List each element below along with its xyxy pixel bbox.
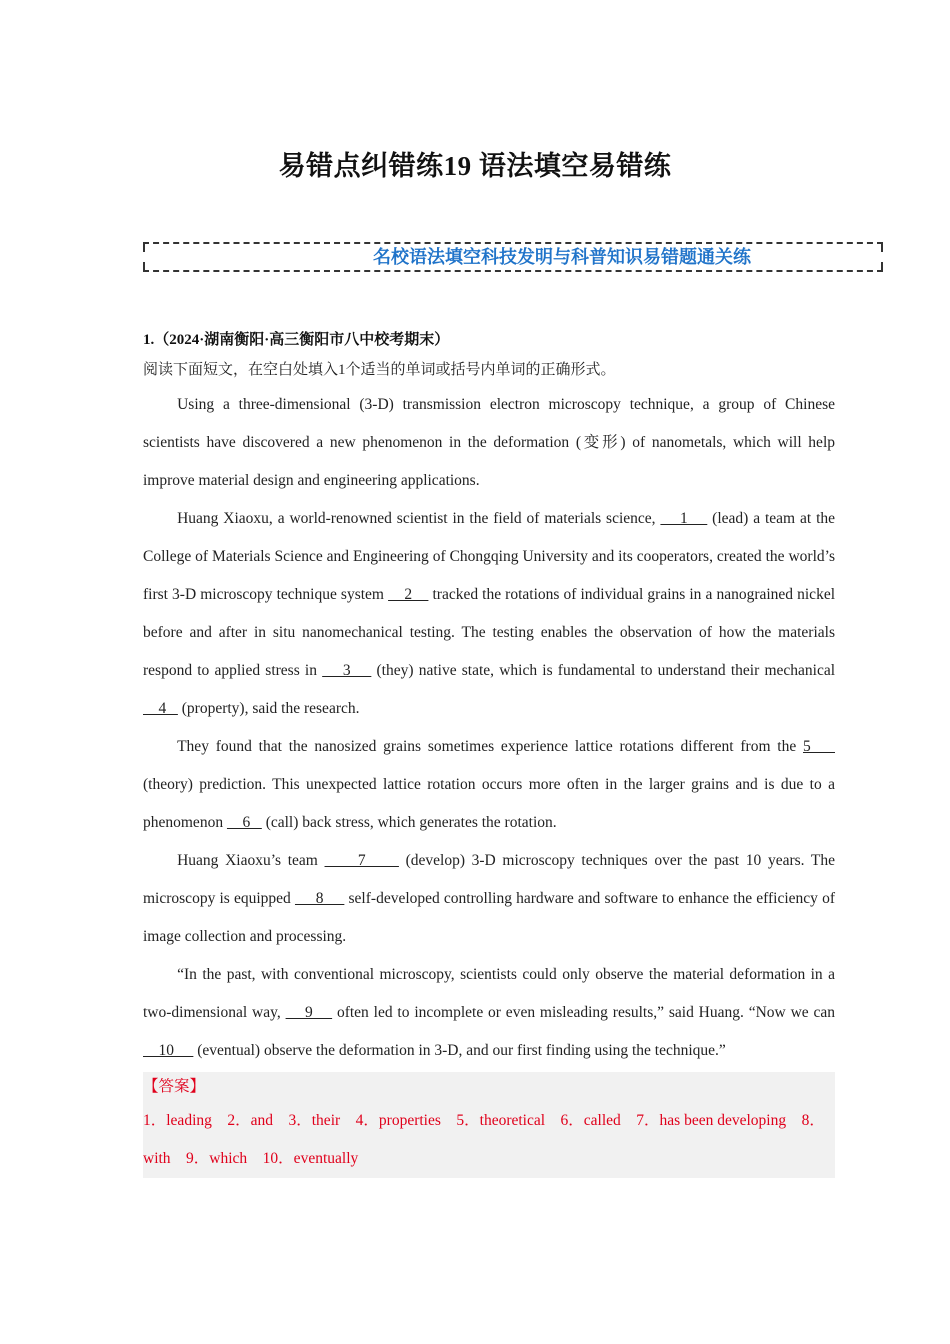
- answer-box: [143, 1072, 835, 1178]
- blank-3: 3: [322, 662, 372, 679]
- blank-1: 1: [660, 510, 708, 527]
- blank-4: 4: [143, 700, 178, 717]
- paragraph-2: Huang Xiaoxu, a world-renowned scientist in the field of materials science, 1 (lead) a team at the College of Materials Science and Engineering of Chongqing University and its cooperators, created the world’s first 3-D microscopy technique system 2 tracked the rotations of individual grains in a nanograined nickel before and after in situ nanomechanical testing. The testing enables the observation of how the materials respond to applied stress in 3 (they) native state, which is fundamental to understand their mechanical 4 (property), said the research.: [143, 510, 836, 717]
- paragraph-4: Huang Xiaoxu’s team 7 (develop) 3-D microscopy techniques over the past 10 years. The microscopy is equipped 8 self-developed controlling hardware and software to enhance the efficiency of image collection and processing.: [143, 852, 836, 945]
- question-instruction: 阅读下面短文，在空白处填入1个适当的单词或括号内单词的正确形式。: [143, 362, 616, 378]
- section-banner: [143, 242, 883, 272]
- blank-8: 8: [294, 890, 345, 907]
- paragraph-3: They found that the nanosized grains sometimes experience lattice rotations different from the 5 (theory) prediction. This unexpected lattice rotation occurs more often in the larger grains and is due to a phenomenon 6 (call) back stress, which generates the rotation.: [143, 738, 835, 831]
- blank-6: 6: [226, 814, 262, 831]
- answer-label: 【答案】: [143, 1078, 206, 1095]
- paragraph-1: Using a three-dimensional (3-D) transmission electron microscopy technique, a group of Chinese scientists have discovered a new phenomenon in the deformation (变形) of nanometals, which will help improve material design and engineering applications.: [143, 396, 835, 489]
- page-title: 易错点纠错练19 语法填空易错练: [278, 151, 672, 181]
- blank-5: 5: [803, 738, 835, 755]
- answer-list: 1．leading 2．and 3．their 4．properties 5．theoretical 6．called 7．has been developing 8．with 9．which 10．eventually: [143, 1112, 825, 1167]
- banner-label: 名校语法填空科技发明与科普知识易错题通关练: [367, 247, 757, 269]
- question-header: 1.（2024·湖南衡阳·高三衡阳市八中校考期末）: [143, 332, 450, 348]
- blank-2: 2: [388, 586, 429, 603]
- paragraph-5: “In the past, with conventional microscopy, scientists could only observe the material deformation in a two-dimensional way, 9 often led to incomplete or even misleading results,” said Huang. “Now we can 10 (eventual) observe the deformation in 3-D, and our first finding using the technique.”: [143, 966, 836, 1059]
- blank-9: 9: [285, 1004, 333, 1021]
- question-block: [143, 326, 835, 1178]
- blank-7: 7: [324, 852, 399, 869]
- blank-10: 10: [143, 1042, 194, 1059]
